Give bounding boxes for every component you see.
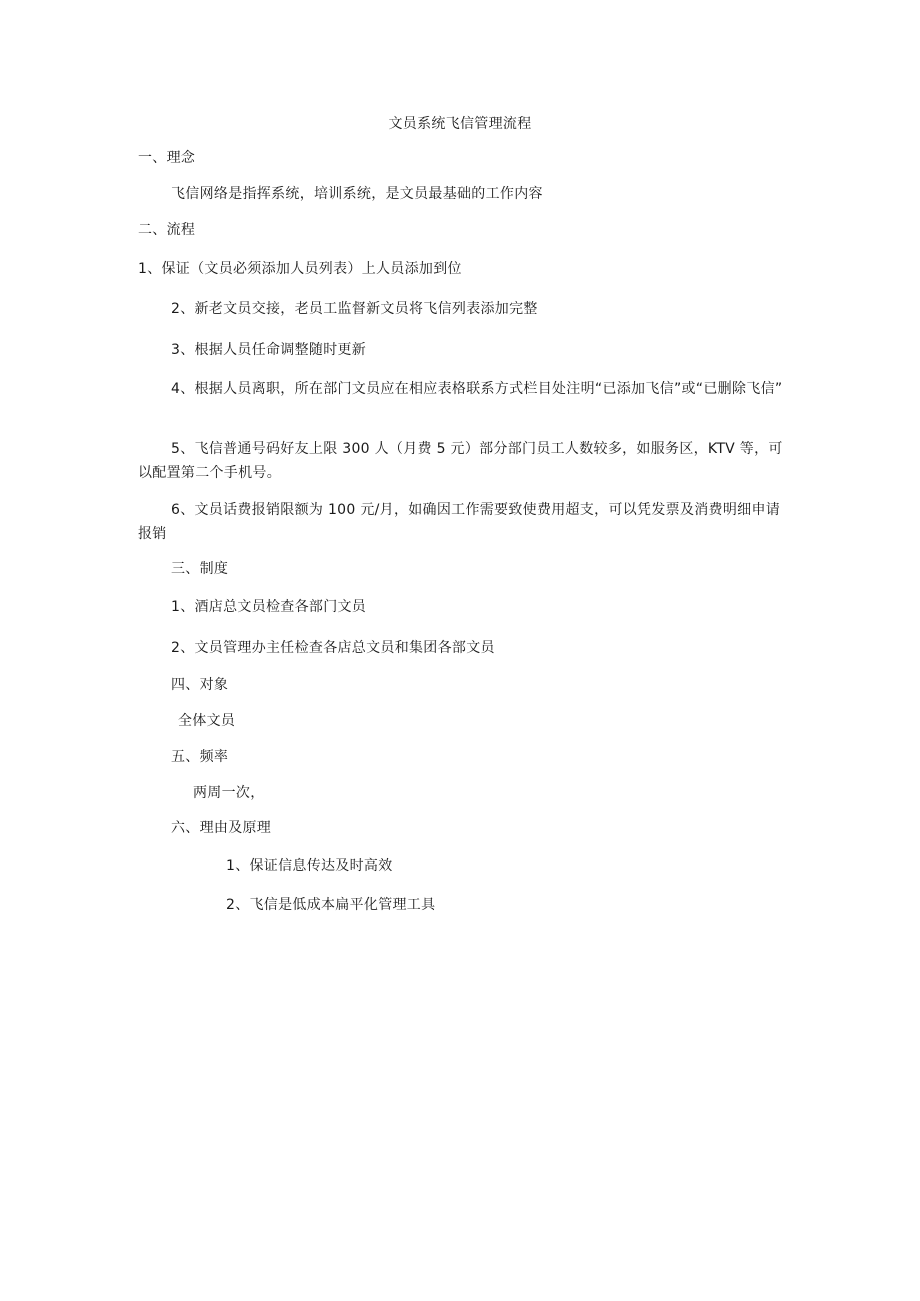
reasons-item-2: 2、飞信是低成本扁平化管理工具	[226, 897, 436, 913]
section-heading-rules: 三、制度	[171, 561, 229, 577]
section-heading-target: 四、对象	[171, 677, 229, 693]
section-heading-concept: 一、理念	[138, 150, 196, 166]
process-item-5: 5、飞信普通号码好友上限 300 人（月费 5 元）部分部门员工人数较多，如服务区，KTV 等，可以配置第二个手机号。	[138, 441, 783, 481]
process-item-1: 1、保证（文员必须添加人员列表）上人员添加到位	[138, 261, 462, 277]
section-heading-process: 二、流程	[138, 222, 196, 238]
section-heading-frequency: 五、频率	[171, 749, 229, 765]
process-item-4: 4、根据人员离职，所在部门文员应在相应表格联系方式栏目处注明“已添加飞信”或“已删除飞信”	[171, 381, 783, 397]
concept-body: 飞信网络是指挥系统，培训系统，是文员最基础的工作内容	[171, 186, 543, 202]
process-item-6: 6、文员话费报销限额为 100 元/月，如确因工作需要致使费用超支，可以凭发票及消费明细申请报销	[138, 502, 781, 542]
rules-item-2: 2、文员管理办主任检查各店总文员和集团各部文员	[171, 640, 495, 656]
process-item-3: 3、根据人员任命调整随时更新	[171, 342, 367, 358]
process-item-2: 2、新老文员交接，老员工监督新文员将飞信列表添加完整	[171, 301, 538, 317]
frequency-body: 两周一次，	[193, 785, 265, 801]
section-heading-reasons: 六、理由及原理	[171, 820, 272, 836]
target-body: 全体文员	[178, 713, 236, 729]
reasons-item-1: 1、保证信息传达及时高效	[226, 858, 393, 874]
document-title: 文员系统飞信管理流程	[388, 116, 532, 132]
rules-item-1: 1、酒店总文员检查各部门文员	[171, 599, 367, 615]
